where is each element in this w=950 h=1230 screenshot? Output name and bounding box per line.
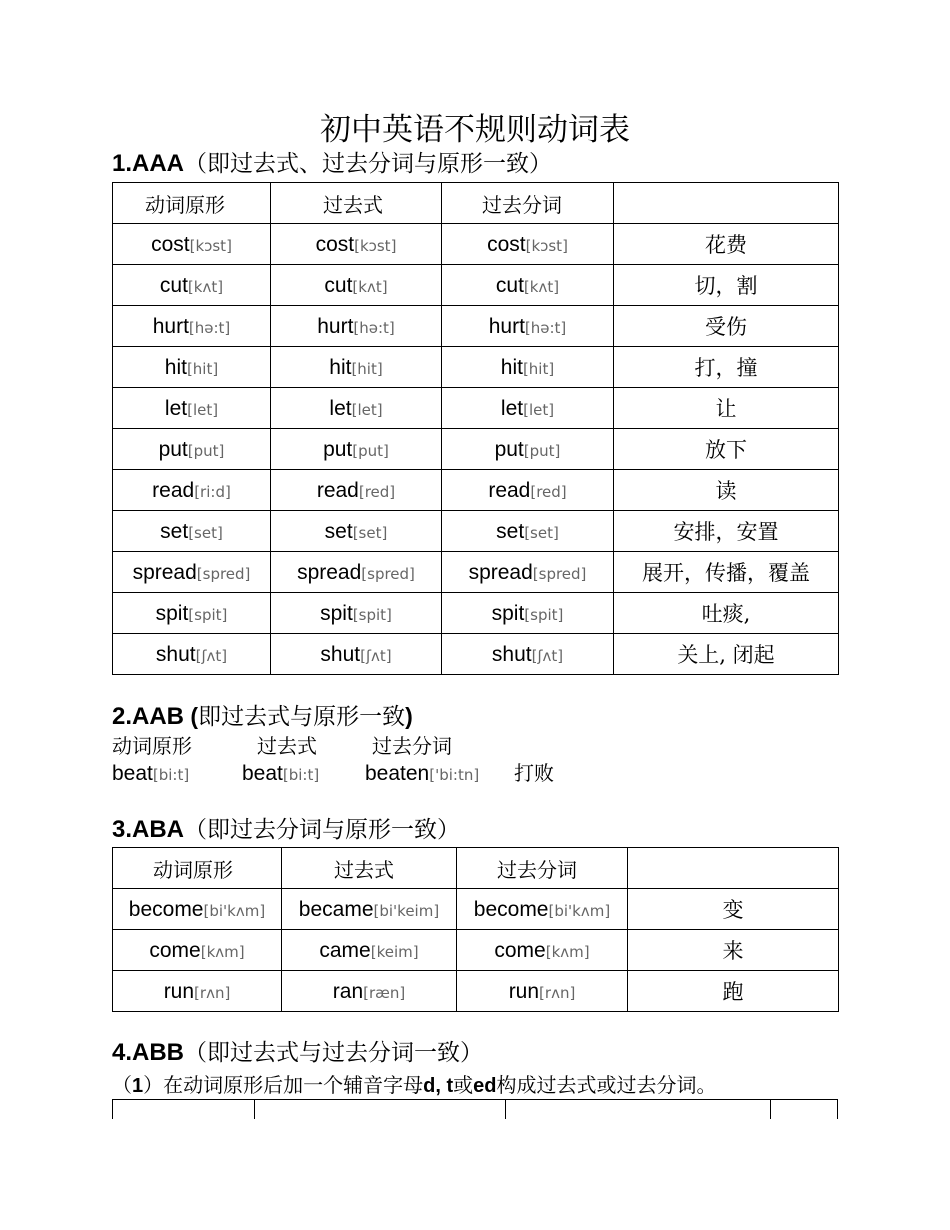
table-row [113,388,839,429]
table-row [113,971,839,1012]
header-base-form: 动词原形 [113,183,271,224]
cell-base-form [113,511,271,552]
verb-word: beat [112,762,153,785]
verb-word: spread [297,560,362,584]
table-row [113,347,839,388]
verb-word: cut [324,273,353,297]
section-heading-aba [112,814,460,846]
cell-meaning: 读 [614,470,839,511]
phonetic: [red] [358,482,396,501]
cell-past-tense [271,593,442,634]
verb-word: cut [495,273,524,297]
verb-word: spit [320,601,353,625]
cell-meaning: 让 [614,388,839,429]
cell-past-tense [271,429,442,470]
phonetic: [spit] [524,605,564,624]
cell-base-form [113,429,271,470]
phonetic: [kʌt] [352,277,388,296]
phonetic: [set] [188,523,223,542]
table-border [112,1100,113,1119]
cell-meaning: 吐痰, [614,593,839,634]
cell-meaning: 跑 [628,971,839,1012]
verb-word: cost [315,232,355,256]
paren-open: ( [184,703,199,729]
sub-text-or: 或 [453,1073,474,1097]
verb-word: come [494,938,546,962]
cell-meaning: 变 [628,889,839,930]
phonetic: [keim] [370,942,419,961]
phonetic: [put] [352,441,389,460]
table-row [113,470,839,511]
verb-word: beat [242,762,283,785]
section-number: 4.ABB [112,1039,185,1066]
verb-word: run [508,979,540,1003]
verb-word: set [160,519,189,543]
cell-base-form [113,971,282,1012]
section-description: （即过去式与过去分词一致） [184,1040,484,1066]
verb-word: let [164,396,188,420]
verb-word: hit [329,355,352,379]
phonetic: [kɔst] [189,236,232,255]
phonetic: [ʃʌt] [531,646,564,665]
phonetic: [hit] [351,359,383,378]
phonetic: [hə:t] [188,318,231,337]
phonetic: [kʌm] [200,942,245,961]
cell-base-form [113,347,271,388]
aab-base-form [112,759,242,790]
verb-word: read [152,478,195,502]
phonetic: [spred] [196,564,251,583]
aab-header-base-form: 动词原形 [112,734,192,758]
table-border [254,1100,255,1119]
verb-word: put [323,437,353,461]
header-past-participle: 过去分词 [457,848,628,889]
phonetic: [ʃʌt] [360,646,392,665]
phonetic: [rʌn] [539,983,576,1002]
page-title: 初中英语不规则动词表 [320,112,630,148]
cell-past-tense [271,552,442,593]
table-row [113,930,839,971]
phonetic: [bi:t] [282,766,320,784]
cell-past-participle [442,593,614,634]
verb-word: put [494,437,524,461]
phonetic: [rʌn] [194,983,231,1002]
sub-letters-dt: d, t [423,1075,454,1097]
phonetic: [ʃʌt] [195,646,228,665]
phonetic: [set] [524,523,559,542]
header-past-tense: 过去式 [282,848,457,889]
phonetic: [bi'keim] [373,901,440,920]
cell-past-participle [457,930,628,971]
cell-meaning: 受伤 [614,306,839,347]
cell-past-participle [442,470,614,511]
sub-letters-ed: ed [473,1075,497,1097]
table-header-row [113,848,839,889]
cell-meaning: 展开，传播，覆盖 [614,552,839,593]
verb-word: hit [164,355,187,379]
sub-text-end: 构成过去式或过去分词。 [496,1073,717,1097]
phonetic: [let] [187,400,219,419]
phonetic: [hə:t] [353,318,395,337]
phonetic: [spred] [532,564,587,583]
cell-base-form [113,930,282,971]
cell-meaning: 切，割 [614,265,839,306]
table-border [505,1100,506,1119]
verb-word: shut [320,642,361,666]
table-row [113,429,839,470]
cell-past-tense [271,634,442,675]
cell-base-form [113,593,271,634]
cell-base-form [113,265,271,306]
cell-meaning: 来 [628,930,839,971]
phonetic: [spit] [188,605,228,624]
cell-past-tense [271,224,442,265]
phonetic: [let] [523,400,555,419]
cell-past-tense [271,388,442,429]
sub-text: ）在动词原形后加一个辅音字母 [143,1073,424,1097]
cell-past-participle [442,429,614,470]
cell-past-participle [442,224,614,265]
cell-base-form [113,470,271,511]
cell-past-tense [282,889,457,930]
header-meaning [628,848,839,889]
abb-subheading [112,1070,716,1101]
cell-past-tense [271,306,442,347]
verb-word: come [149,938,201,962]
cell-past-tense [282,930,457,971]
aab-example-row [112,758,554,790]
cell-meaning: 放下 [614,429,839,470]
phonetic: [kʌt] [187,277,224,296]
phonetic: [bi'kʌm] [548,901,611,920]
aab-past-tense [242,759,365,790]
section-number: 3.ABA [112,816,185,843]
phonetic: [hit] [186,359,219,378]
verb-table-abb-partial [112,1099,838,1119]
section-description: 即过去式与原形一致 [198,704,406,730]
cell-past-participle [442,552,614,593]
verb-table-aba [112,847,839,1012]
verb-word: became [298,897,374,921]
verb-word: spit [155,601,189,625]
cell-past-participle [442,634,614,675]
phonetic: [bi:t] [152,766,190,784]
cell-base-form [113,224,271,265]
phonetic: [set] [352,523,388,542]
phonetic: [kɔst] [354,236,397,255]
table-header-row [113,183,839,224]
cell-meaning: 安排，安置 [614,511,839,552]
cell-past-participle [457,971,628,1012]
verb-word: shut [491,642,532,666]
verb-word: spit [491,601,525,625]
verb-word: set [324,519,353,543]
verb-word: let [329,396,352,420]
table-row [113,306,839,347]
header-meaning [614,183,839,224]
cell-base-form [113,306,271,347]
cell-past-tense [271,511,442,552]
phonetic: [red] [530,482,567,501]
section-heading-abb [112,1037,483,1069]
section-number: 1.AAA [112,150,185,177]
sub-number: 1 [132,1075,144,1097]
cell-base-form [113,634,271,675]
cell-base-form [113,552,271,593]
phonetic: [ri:d] [194,482,231,501]
cell-past-tense [271,265,442,306]
cell-past-participle [442,388,614,429]
table-border [770,1100,771,1119]
table-border [837,1100,838,1119]
phonetic: [let] [351,400,383,419]
phonetic: [hit] [522,359,555,378]
table-row [113,511,839,552]
phonetic: [hə:t] [524,318,567,337]
phonetic: [spred] [361,564,415,583]
table-row [113,593,839,634]
aab-past-participle [365,759,514,790]
aab-header-past-tense: 过去式 [257,734,317,758]
verb-word: become [128,897,204,921]
verb-word: ran [332,979,364,1003]
cell-past-tense [282,971,457,1012]
verb-word: become [473,897,549,921]
aab-header-line [112,731,452,761]
aab-meaning: 打败 [514,761,554,785]
section-number: 2.AAB [112,703,185,730]
phonetic: [spit] [352,605,392,624]
table-row [113,889,839,930]
verb-word: hurt [317,314,354,338]
section-heading-aab [112,700,413,733]
verb-word: spread [132,560,197,584]
verb-word: spread [468,560,533,584]
verb-word: let [500,396,524,420]
verb-word: hurt [488,314,525,338]
verb-word: cut [159,273,188,297]
header-past-tense: 过去式 [271,183,442,224]
aab-header-past-participle: 过去分词 [372,734,452,758]
cell-past-participle [442,265,614,306]
table-row [113,634,839,675]
cell-past-participle [442,306,614,347]
phonetic: [put] [523,441,561,460]
phonetic: [ræn] [363,983,406,1002]
cell-past-tense [271,470,442,511]
phonetic: [kʌm] [545,942,590,961]
phonetic: [put] [187,441,225,460]
verb-word: hit [500,355,523,379]
header-base-form: 动词原形 [113,848,282,889]
cell-past-tense [271,347,442,388]
verb-word: read [316,478,359,502]
verb-word: run [163,979,195,1003]
verb-word: came [319,938,371,962]
verb-word: shut [155,642,196,666]
header-past-participle: 过去分词 [442,183,614,224]
verb-word: cost [487,232,526,256]
cell-meaning: 关上, 闭起 [614,634,839,675]
phonetic: ['bi:tn] [429,766,480,784]
paren-close: ) [405,703,413,729]
cell-meaning: 打，撞 [614,347,839,388]
table-row [113,265,839,306]
verb-word: read [488,478,531,502]
verb-word: cost [151,232,190,256]
verb-word: hurt [152,314,189,338]
verb-table-aaa [112,182,839,675]
section-heading-aaa [112,148,552,180]
cell-base-form [113,889,282,930]
sub-paren-open: （ [112,1073,132,1097]
table-row [113,224,839,265]
section-description: （即过去分词与原形一致） [184,817,461,843]
cell-base-form [113,388,271,429]
cell-past-participle [442,511,614,552]
phonetic: [kʌt] [523,277,560,296]
cell-meaning: 花费 [614,224,839,265]
section-description: （即过去式、过去分词与原形一致） [184,151,553,177]
cell-past-participle [442,347,614,388]
phonetic: [bi'kʌm] [203,901,266,920]
table-row [113,552,839,593]
verb-word: put [158,437,188,461]
verb-word: beaten [365,762,430,785]
cell-past-participle [457,889,628,930]
verb-word: set [496,519,525,543]
phonetic: [kɔst] [525,236,568,255]
